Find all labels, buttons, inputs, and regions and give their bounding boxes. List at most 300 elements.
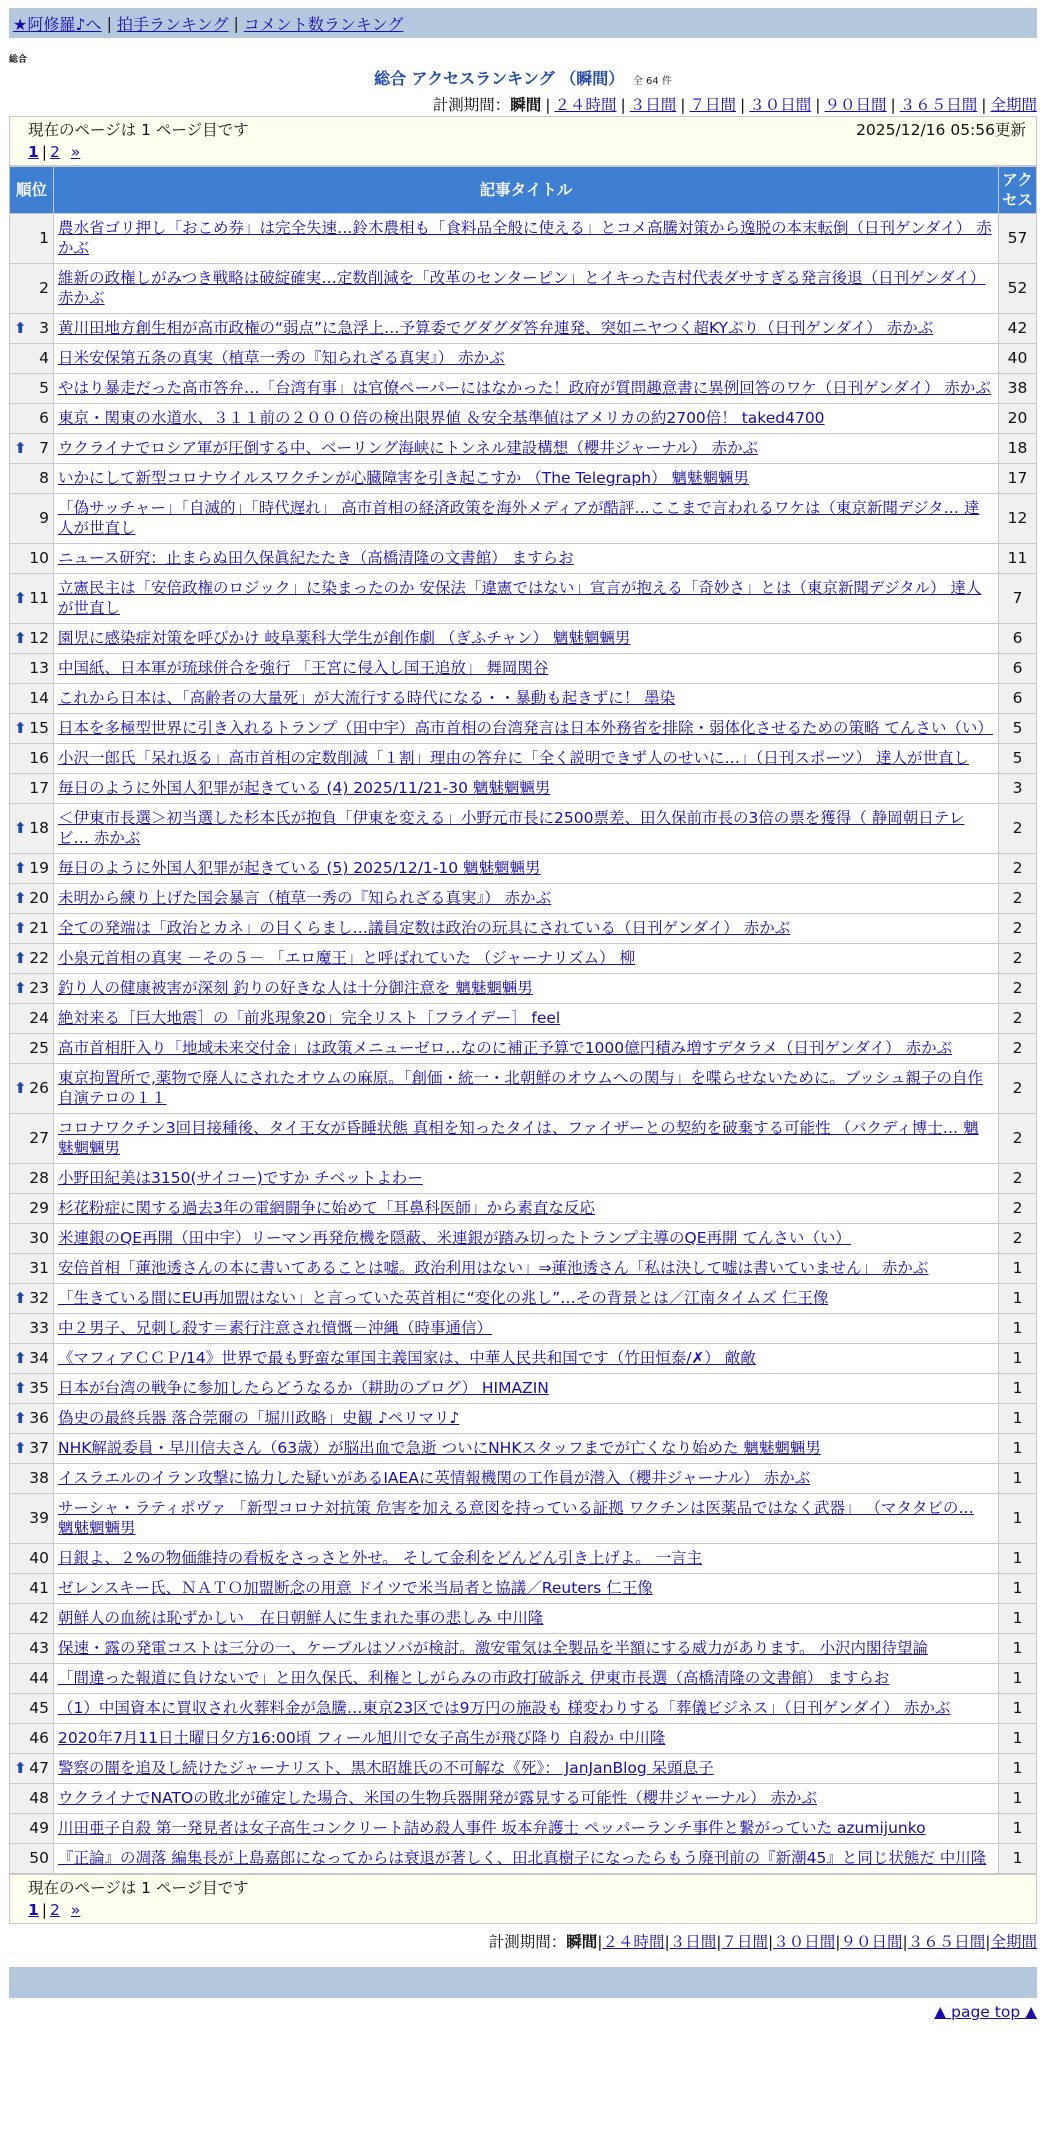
page-info-bottom	[9, 1874, 1037, 1924]
rank-cell	[10, 1404, 54, 1434]
period-link[interactable]: ９０日間	[840, 1933, 903, 1951]
rank-cell	[10, 1754, 54, 1784]
table-row	[10, 1194, 1037, 1224]
table-row	[10, 654, 1037, 684]
rank-number: 4	[39, 349, 49, 367]
table-row	[10, 1574, 1037, 1604]
rank-number: 35	[29, 1379, 49, 1397]
access-count: 1	[999, 1314, 1037, 1344]
rank-up-arrow-icon: ⬆	[14, 1759, 27, 1777]
access-count: 2	[999, 974, 1037, 1004]
rank-up-arrow-icon: ⬆	[14, 819, 27, 837]
rank-up-arrow-icon: ⬆	[14, 1379, 27, 1397]
period-link[interactable]: ３６５日間	[899, 96, 978, 114]
table-row	[10, 434, 1037, 464]
access-count: 6	[999, 624, 1037, 654]
access-count: 57	[999, 214, 1037, 264]
rank-cell	[10, 774, 54, 804]
period-label: 計測期間：	[432, 96, 511, 114]
rank-cell	[10, 1064, 54, 1114]
period-separator: |	[620, 96, 626, 114]
article-title-link[interactable]: 釣り人の健康被害が深刻 釣りの好きな人は十分御注意を 魑魅魍魎男	[58, 979, 533, 997]
article-title-link[interactable]: 2020年7月11日土曜日夕方16:00頃 フィール旭川で女子高生が飛び降り 自殺か 中川隆	[58, 1729, 666, 1747]
rank-cell	[10, 854, 54, 884]
access-count: 2	[999, 1164, 1037, 1194]
table-row	[10, 1494, 1037, 1544]
table-row	[10, 1814, 1037, 1844]
rank-number: 19	[29, 859, 49, 877]
column-header-title: 記事タイトル	[54, 167, 999, 214]
title-cell	[54, 1434, 999, 1464]
page-link-1[interactable]: 1	[28, 143, 39, 161]
rank-number: 6	[39, 409, 49, 427]
rank-number: 41	[29, 1579, 49, 1597]
rank-number: 40	[29, 1549, 49, 1567]
period-link[interactable]: ３０日間	[749, 96, 812, 114]
title-cell	[54, 1404, 999, 1434]
rank-number: 25	[29, 1039, 49, 1057]
rank-number: 32	[29, 1289, 49, 1307]
access-count: 1	[999, 1434, 1037, 1464]
title-cell	[54, 804, 999, 854]
rank-cell	[10, 1494, 54, 1544]
rank-up-arrow-icon: ⬆	[14, 919, 27, 937]
access-count: 1	[999, 1494, 1037, 1544]
rank-cell	[10, 464, 54, 494]
table-row	[10, 264, 1037, 314]
period-link[interactable]: ２４時間	[602, 1933, 665, 1951]
article-title-link[interactable]: 小沢一郎氏「呆れ返る」高市首相の定数削減「１割」理由の答弁に「全く説明できず人のせいに…」（日刊スポーツ） 達人が世直し	[58, 749, 970, 767]
access-count: 38	[999, 374, 1037, 404]
rank-cell	[10, 1694, 54, 1724]
article-title-link[interactable]: いかにして新型コロナウイルスワクチンが心臓障害を引き起こすか （The Telegraph） 魑魅魍魎男	[58, 469, 749, 487]
page-link-1[interactable]: 1	[28, 1901, 39, 1919]
article-title-link[interactable]: 保速・露の発電コストは三分の一、ケーブルはソバが検討。激安電気は全製品を半額にする威力があります。 小沢内閣待望論	[58, 1639, 928, 1657]
rank-number: 23	[29, 979, 49, 997]
rank-number: 30	[29, 1229, 49, 1247]
title-cell	[54, 1634, 999, 1664]
rank-cell	[10, 1814, 54, 1844]
access-count: 1	[999, 1374, 1037, 1404]
period-separator: |	[902, 1933, 908, 1951]
table-row	[10, 1694, 1037, 1724]
rank-cell	[10, 1004, 54, 1034]
title-cell	[54, 1064, 999, 1114]
period-current: 瞬間	[566, 1933, 598, 1951]
article-title-link[interactable]: 全ての発端は「政治とカネ」の目くらまし…議員定数は政治の玩具にされている（日刊ゲンダイ） 赤かぶ	[58, 919, 791, 937]
rank-number: 47	[29, 1759, 49, 1777]
rank-cell	[10, 1634, 54, 1664]
page	[9, 8, 1037, 2021]
table-row	[10, 1784, 1037, 1814]
access-count: 2	[999, 1034, 1037, 1064]
rank-number: 3	[39, 319, 49, 337]
article-title-link[interactable]: 日本を多極型世界に引き入れるトランプ（田中宇）高市首相の台湾発言は日本外務省を排除・弱体化させるための策略 てんさい（い）	[58, 719, 993, 737]
table-row	[10, 1254, 1037, 1284]
access-count: 1	[999, 1574, 1037, 1604]
table-row	[10, 944, 1037, 974]
rank-cell	[10, 1224, 54, 1254]
title-cell	[54, 1604, 999, 1634]
title-cell	[54, 1284, 999, 1314]
access-count: 52	[999, 264, 1037, 314]
period-link[interactable]: ２４時間	[554, 96, 617, 114]
access-count: 1	[999, 1254, 1037, 1284]
rank-number: 1	[39, 229, 49, 247]
access-count: 1	[999, 1844, 1037, 1874]
article-title-link[interactable]: 杉花粉症に関する過去3年の電網闘争に始めて「耳鼻科医師」から素直な反応	[58, 1199, 595, 1217]
rank-cell	[10, 1314, 54, 1344]
title-cell	[54, 1814, 999, 1844]
table-row	[10, 684, 1037, 714]
rank-cell	[10, 314, 54, 344]
access-count: 1	[999, 1724, 1037, 1754]
rank-number: 9	[39, 509, 49, 527]
access-count: 17	[999, 464, 1037, 494]
rank-cell	[10, 714, 54, 744]
title-cell	[54, 344, 999, 374]
article-title-link[interactable]: 安倍首相「蓮池透さんの本に書いてあることは嘘。政治利用はない」⇒蓮池透さん「私は決して嘘は書いていません」 赤かぶ	[58, 1259, 929, 1277]
title-cell	[54, 1374, 999, 1404]
article-title-link[interactable]: 東京・関東の水道水、３１１前の２０００倍の検出限界値 ＆安全基準値はアメリカの約2700倍！ taked4700	[58, 409, 825, 427]
nav-link-comment-ranking[interactable]: コメント数ランキング	[243, 14, 404, 34]
table-row	[10, 464, 1037, 494]
rank-cell	[10, 974, 54, 1004]
rank-number: 16	[29, 749, 49, 767]
rank-cell	[10, 1664, 54, 1694]
rank-number: 21	[29, 919, 49, 937]
period-link[interactable]: 全期間	[990, 96, 1037, 114]
table-row	[10, 1164, 1037, 1194]
access-count: 1	[999, 1814, 1037, 1844]
rank-number: 33	[29, 1319, 49, 1337]
article-title-link[interactable]: 農水省ゴリ押し「おこめ券」は完全失速…鈴木農相も「食料品全般に使える」とコメ高騰対策から逸脱の本末転倒（日刊ゲンダイ） 赤かぶ	[58, 219, 992, 257]
rank-cell	[10, 804, 54, 854]
article-title-link[interactable]: ウクライナでNATOの敗北が確定した場合、米国の生物兵器開発が露見する可能性（櫻井ジャーナル） 赤かぶ	[58, 1789, 818, 1807]
rank-cell	[10, 344, 54, 374]
article-title-link[interactable]: 中２男子、兄刺し殺す＝素行注意され憤慨－沖縄（時事通信）	[58, 1319, 493, 1337]
period-separator: |	[981, 96, 987, 114]
period-separator: |	[890, 96, 896, 114]
title-cell	[54, 404, 999, 434]
article-title-link[interactable]: ＜伊東市長選＞初当選した杉本氏が抱負「伊東を変える」小野元市長に2500票差、田久保前市長の3倍の票を獲得（ 静岡朝日テレビ… 赤かぶ	[58, 809, 965, 847]
article-title-link[interactable]: やはり暴走だった高市答弁…「台湾有事」は官僚ペーパーにはなかった！政府が質問趣意書に異例回答のワケ（日刊ゲンダイ） 赤かぶ	[58, 379, 991, 397]
access-count: 2	[999, 944, 1037, 974]
rank-number: 49	[29, 1819, 49, 1837]
updated-timestamp: 2025/12/16 05:56更新	[856, 121, 1026, 139]
rank-number: 44	[29, 1669, 49, 1687]
article-title-link[interactable]: NHK解説委員・早川信夫さん（63歳）が脳出血で急逝 ついにNHKスタッフまでが亡くなり始めた 魑魅魍魎男	[58, 1439, 821, 1457]
title-cell	[54, 654, 999, 684]
rank-cell	[10, 654, 54, 684]
rank-cell	[10, 684, 54, 714]
title-cell	[54, 854, 999, 884]
rank-up-arrow-icon: ⬆	[14, 1409, 27, 1427]
rank-cell	[10, 434, 54, 464]
period-selector-bottom	[9, 1931, 1037, 1953]
article-title-link[interactable]: 警察の闇を追及し続けたジャーナリスト、黒木昭雄氏の不可解な《死》： JanJanBlog 呆頭息子	[58, 1759, 714, 1777]
access-count: 5	[999, 714, 1037, 744]
title-cell	[54, 1254, 999, 1284]
rank-number: 48	[29, 1789, 49, 1807]
table-row	[10, 1344, 1037, 1374]
total-count: 全 64 件	[632, 76, 672, 87]
table-row	[10, 404, 1037, 434]
rank-cell	[10, 494, 54, 544]
table-row	[10, 1004, 1037, 1034]
article-title-link[interactable]: 『正論』の凋落 編集長が上島嘉郎になってからは衰退が著しく、田北真樹子になったらもう廃刊前の『新潮45』と同じ状態だ 中川隆	[58, 1849, 987, 1867]
table-row	[10, 714, 1037, 744]
page-info-top	[9, 116, 1037, 166]
article-title-link[interactable]: 立憲民主は「安倍政権のロジック」に染まったのか 安保法「違憲ではない」宣言が抱える「奇妙さ」とは（東京新聞デジタル） 達人が世直し	[58, 579, 982, 617]
table-row	[10, 1604, 1037, 1634]
title-cell	[54, 1004, 999, 1034]
rank-cell	[10, 1784, 54, 1814]
rank-cell	[10, 1254, 54, 1284]
access-count: 1	[999, 1754, 1037, 1784]
title-cell	[54, 214, 999, 264]
period-link[interactable]: ９０日間	[824, 96, 887, 114]
table-header-row	[10, 167, 1037, 214]
table-row	[10, 1754, 1037, 1784]
rank-cell	[10, 1114, 54, 1164]
period-separator: |	[716, 1933, 722, 1951]
access-count: 12	[999, 494, 1037, 544]
title-cell	[54, 1664, 999, 1694]
article-title-link[interactable]: 小泉元首相の真実 －その５－ 「エロ魔王」と呼ばれていた （ジャーナリズム） 柳	[58, 949, 636, 967]
table-row	[10, 1544, 1037, 1574]
rank-number: 15	[29, 719, 49, 737]
access-count: 1	[999, 1784, 1037, 1814]
access-count: 7	[999, 574, 1037, 624]
rank-number: 28	[29, 1169, 49, 1187]
access-count: 2	[999, 854, 1037, 884]
nav-link-asyura-home[interactable]: ★阿修羅♪へ	[13, 14, 102, 34]
title-cell	[54, 714, 999, 744]
rank-number: 34	[29, 1349, 49, 1367]
rank-up-arrow-icon: ⬆	[14, 439, 27, 457]
next-page-link[interactable]: »	[70, 1901, 81, 1919]
rank-number: 12	[29, 629, 49, 647]
rank-up-arrow-icon: ⬆	[14, 949, 27, 967]
article-title-link[interactable]: ゼレンスキー氏、ＮＡＴＯ加盟断念の用意 ドイツで米当局者と協議／Reuters 仁王像	[58, 1579, 653, 1597]
rank-cell	[10, 1434, 54, 1464]
article-title-link[interactable]: 「間違った報道に負けないで」と田久保氏、利権としがらみの市政打破訴え 伊東市長選（高橋清隆の文書館） ますらお	[58, 1669, 890, 1687]
table-row	[10, 1114, 1037, 1164]
table-row	[10, 804, 1037, 854]
period-separator: |	[545, 96, 551, 114]
title-cell	[54, 314, 999, 344]
rank-number: 50	[29, 1849, 49, 1867]
period-link[interactable]: 全期間	[990, 1933, 1037, 1951]
article-title-link[interactable]: ウクライナでロシア軍が圧倒する中、ベーリング海峡にトンネル建設構想（櫻井ジャーナル） 赤かぶ	[58, 439, 759, 457]
nav-separator: |	[233, 13, 239, 33]
access-count: 2	[999, 1194, 1037, 1224]
access-count: 2	[999, 1004, 1037, 1034]
access-count: 3	[999, 774, 1037, 804]
article-title-link[interactable]: 日米安保第五条の真実（植草一秀の『知られざる真実』） 赤かぶ	[58, 349, 505, 367]
table-row	[10, 344, 1037, 374]
rank-up-arrow-icon: ⬆	[14, 719, 27, 737]
article-title-link[interactable]: 朝鮮人の血統は恥ずかしい＿在日朝鮮人に生まれた事の悲しみ 中川隆	[58, 1609, 544, 1627]
rank-up-arrow-icon: ⬆	[14, 629, 27, 647]
title-cell	[54, 884, 999, 914]
article-title-link[interactable]: 日本が台湾の戦争に参加したらどうなるか（耕助のブログ） HIMAZIN	[58, 1379, 549, 1397]
title-cell	[54, 684, 999, 714]
article-title-link[interactable]: 《マフィアＣＣＰ/14》世界で最も野蛮な軍国主義国家は、中華人民共和国です（竹田恒泰/✗） 敵敵	[58, 1349, 756, 1367]
access-count: 1	[999, 1694, 1037, 1724]
period-label: 計測期間：	[488, 1933, 567, 1951]
rank-cell	[10, 1284, 54, 1314]
access-count: 2	[999, 884, 1037, 914]
ranking-rows	[10, 214, 1037, 1874]
access-count: 2	[999, 914, 1037, 944]
article-title-link[interactable]: 維新の政権しがみつき戦略は破綻確実…定数削減を「改革のセンターピン」とイキった吉村代表ダサすぎる発言後退（日刊ゲンダイ） 赤かぶ	[58, 269, 986, 307]
article-title-link[interactable]: 米連銀のQE再開（田中宇）リーマン再発危機を隠蔽、米連銀が踏み切ったトランプ主導のQE再開 てんさい（い）	[58, 1229, 851, 1247]
period-link[interactable]: ３６５日間	[907, 1933, 986, 1951]
page-link-2[interactable]: 2	[50, 143, 60, 161]
period-link[interactable]: ７日間	[689, 96, 736, 114]
rank-up-arrow-icon: ⬆	[14, 1439, 27, 1457]
title-cell	[54, 1784, 999, 1814]
next-page-link[interactable]: »	[70, 143, 81, 161]
article-title-link[interactable]: （1）中国資本に買収され火葬料金が急騰…東京23区では9万円の施設も 様変わりする「葬儀ビジネス」（日刊ゲンダイ） 赤かぶ	[58, 1699, 951, 1717]
access-count: 40	[999, 344, 1037, 374]
title-cell	[54, 1844, 999, 1874]
access-count: 18	[999, 434, 1037, 464]
ranking-table	[9, 166, 1037, 1874]
table-row	[10, 1464, 1037, 1494]
title-cell	[54, 1034, 999, 1064]
title-cell	[54, 1694, 999, 1724]
rank-cell	[10, 214, 54, 264]
title-cell	[54, 974, 999, 1004]
rank-number: 10	[29, 549, 49, 567]
current-page-text: 現在のページは 1 ページ目です	[28, 121, 249, 139]
access-count: 1	[999, 1664, 1037, 1694]
table-row	[10, 774, 1037, 804]
period-separator: |	[597, 1933, 603, 1951]
article-title-link[interactable]: 偽史の最終兵器 落合莞爾の「堀川政略」史観 ♪ペリマリ♪	[58, 1409, 460, 1427]
title-cell	[54, 464, 999, 494]
nav-separator: |	[106, 13, 112, 33]
period-link[interactable]: ３日間	[669, 1933, 717, 1951]
title-cell	[54, 914, 999, 944]
article-title-link[interactable]: コロナワクチン3回目接種後、タイ王女が昏睡状態 真相を知ったタイは、ファイザーとの契約を破棄する可能性 （バクディ博士… 魑魅魍魎男	[58, 1119, 979, 1157]
table-row	[10, 1434, 1037, 1464]
article-title-link[interactable]: 「偽サッチャー」「自滅的」「時代遅れ」 高市首相の経済政策を海外メディアが酷評…ここまで言われるワケは（東京新聞デジタ… 達人が世直し	[58, 499, 980, 537]
title-cell	[54, 1574, 999, 1604]
column-header-access: アクセス	[999, 167, 1037, 214]
article-title-link[interactable]: 中国紙、日本軍が琉球併合を強行 「王宮に侵入し国王追放」 舞岡関谷	[58, 659, 549, 677]
rank-up-arrow-icon: ⬆	[14, 889, 27, 907]
access-count: 1	[999, 1344, 1037, 1374]
rank-number: 22	[29, 949, 49, 967]
page-title	[9, 66, 1037, 89]
rank-up-arrow-icon: ⬆	[14, 979, 27, 997]
article-title-link[interactable]: 未明から練り上げた国会暴言（植草一秀の『知られざる真実』） 赤かぶ	[58, 889, 552, 907]
article-title-link[interactable]: イスラエルのイラン攻撃に協力した疑いがあるIAEAに英情報機関の工作員が潜入（櫻井ジャーナル） 赤かぶ	[58, 1469, 811, 1487]
article-title-link[interactable]: 「生きている間にEU再加盟はない」と言っていた英首相に“変化の兆し”…その背景とは／江南タイムズ 仁王像	[58, 1289, 829, 1307]
access-count: 1	[999, 1284, 1037, 1314]
title-cell	[54, 544, 999, 574]
table-row	[10, 1224, 1037, 1254]
rank-cell	[10, 944, 54, 974]
period-separator: |	[680, 96, 686, 114]
article-title-link[interactable]: 毎日のように外国人犯罪が起きている (5) 2025/12/1-10 魑魅魍魎男	[58, 859, 541, 877]
article-title-link[interactable]: 川田亜子自殺 第一発見者は女子高生コンクリート詰め殺人事件 坂本弁護士 ペッパーランチ事件と繋がっていた azumijunko	[58, 1819, 926, 1837]
rank-cell	[10, 264, 54, 314]
article-title-link[interactable]: これから日本は、「高齢者の大量死」が大流行する時代になる・・暴動も起きずに！ 墨染	[58, 689, 676, 707]
access-count: 6	[999, 654, 1037, 684]
rank-number: 38	[29, 1469, 49, 1487]
rank-number: 37	[29, 1439, 49, 1457]
table-row	[10, 974, 1037, 1004]
article-title-link[interactable]: ニュース研究：止まらぬ田久保眞紀たたき（高橋清隆の文書館） ますらお	[58, 549, 574, 567]
article-title-link[interactable]: 高市首相肝入り「地域未来交付金」は政策メニューゼロ…なのに補正予算で1000億円積み増すデタラメ（日刊ゲンダイ） 赤かぶ	[58, 1039, 953, 1057]
table-row	[10, 914, 1037, 944]
period-link[interactable]: ７日間	[721, 1933, 768, 1951]
article-title-link[interactable]: 日銀よ、２%の物価維持の看板をさっさと外せ。 そして金利をどんどん引き上げよ。 一言主	[58, 1549, 703, 1567]
period-separator: |	[985, 1933, 991, 1951]
rank-number: 26	[29, 1079, 49, 1097]
article-title-link[interactable]: 園児に感染症対策を呼びかけ 岐阜薬科大学生が創作劇 （ぎふチャン） 魑魅魍魎男	[58, 629, 631, 647]
period-link[interactable]: ３０日間	[773, 1933, 836, 1951]
title-cell	[54, 944, 999, 974]
table-row	[10, 1844, 1037, 1874]
access-count: 1	[999, 1604, 1037, 1634]
period-link[interactable]: ３日間	[629, 96, 677, 114]
rank-number: 5	[39, 379, 49, 397]
rank-up-arrow-icon: ⬆	[14, 1289, 27, 1307]
title-cell	[54, 1164, 999, 1194]
period-current: 瞬間	[510, 96, 542, 114]
page-top-link[interactable]: ▲ page top ▲	[934, 2003, 1037, 2021]
article-title-link[interactable]: 黄川田地方創生相が高市政権の“弱点”に急浮上…予算委でグダグダ答弁連発、突如ニヤつく超KYぶり（日刊ゲンダイ） 赤かぶ	[58, 319, 934, 337]
rank-number: 7	[39, 439, 49, 457]
table-row	[10, 1724, 1037, 1754]
rank-cell	[10, 544, 54, 574]
table-row	[10, 1314, 1037, 1344]
title-cell	[54, 494, 999, 544]
title-cell	[54, 1544, 999, 1574]
period-separator: |	[664, 1933, 670, 1951]
title-cell	[54, 1754, 999, 1784]
rank-up-arrow-icon: ⬆	[14, 319, 27, 337]
article-title-link[interactable]: 毎日のように外国人犯罪が起きている (4) 2025/11/21-30 魑魅魍魎男	[58, 779, 551, 797]
rank-number: 11	[29, 589, 49, 607]
page-link-2[interactable]: 2	[50, 1901, 60, 1919]
table-row	[10, 624, 1037, 654]
table-row	[10, 544, 1037, 574]
rank-cell	[10, 1604, 54, 1634]
access-count: 5	[999, 744, 1037, 774]
article-title-link[interactable]: サーシャ・ラティポヴァ 「新型コロナ対抗策 危害を加える意図を持っている証拠 ワクチンは医薬品ではなく武器」 （マタタビの… 魑魅魍魎男	[58, 1499, 974, 1537]
article-title-link[interactable]: 東京拘置所で,薬物で廃人にされたオウムの麻原。「創価・統一・北朝鮮のオウムへの関与」を喋らせないために。ブッシュ親子の自作自演テロの１１	[58, 1069, 984, 1107]
table-row	[10, 494, 1037, 544]
footer-bar	[9, 1967, 1037, 1998]
table-row	[10, 1664, 1037, 1694]
table-row	[10, 1404, 1037, 1434]
table-row	[10, 854, 1037, 884]
article-title-link[interactable]: 絶対来る［巨大地震］の「前兆現象20」完全リスト［フライデー］ feel	[58, 1009, 561, 1027]
rank-number: 46	[29, 1729, 49, 1747]
title-cell	[54, 374, 999, 404]
nav-link-clap-ranking[interactable]: 拍手ランキング	[116, 14, 229, 34]
period-separator: |	[768, 1933, 774, 1951]
table-row	[10, 374, 1037, 404]
article-title-link[interactable]: 小野田紀美は3150(サイコー)ですか チベットよわー	[58, 1169, 423, 1187]
